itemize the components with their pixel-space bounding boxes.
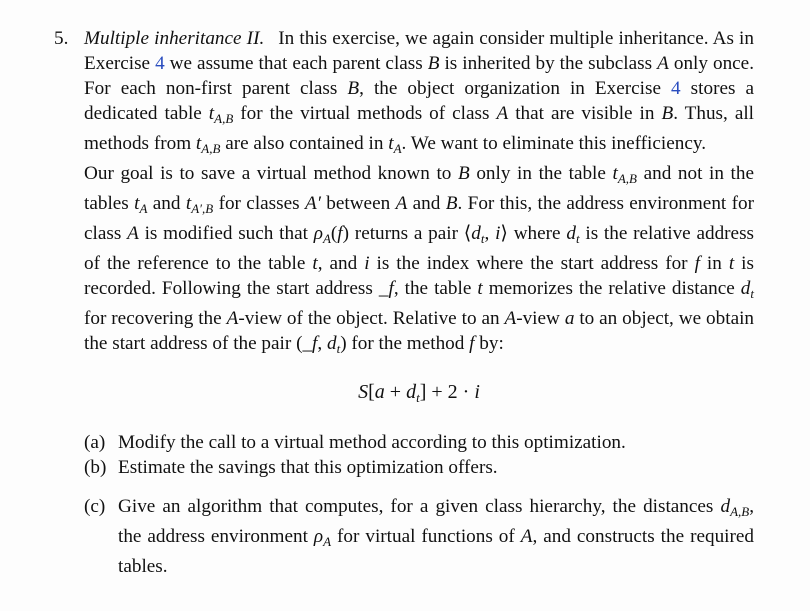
text: Give an algorithm that computes, for a given class hierarchy, the distances: [118, 496, 721, 517]
text: for recovering the: [84, 308, 227, 329]
text: for the method: [346, 333, 470, 354]
exercise-title: Multiple inheritance II.: [84, 28, 265, 49]
exercise-5: [54, 26, 754, 579]
text: by:: [474, 333, 504, 354]
list-item: [84, 494, 754, 579]
exercise-ref-link[interactable]: 4: [671, 78, 681, 99]
text: , and: [317, 253, 365, 274]
text: is recorded. Following the start address: [84, 253, 754, 299]
sub-questions: [84, 430, 754, 579]
exercise-body: [84, 26, 754, 410]
formula: $S[a + d_t] + 2 \cdot i$: [358, 381, 480, 405]
exercise-ref-link[interactable]: 4: [155, 53, 165, 74]
text: -view: [516, 308, 565, 329]
exercise-number: 5.: [54, 28, 69, 49]
text: between: [320, 193, 396, 214]
paragraph-goal: Our goal is to save a virtual method known to B only in the table $t_{A,B}$ and not in the tables $t_A$ and $t_{A',B}$ for classes A′ between A and B. For this, the address environment for class A is modified such that $\rho_A(f)$ returns a pair $⟨d_t$, i⟩ where $d_t$ is the relative address of the reference to the table t, and i is the index where the start address for f in t is recorded. Following the start address _f, the table t memorizes the relative distance $d_t$ for recovering the A-view of the object. Relative to an A-view a to an object, we obtain the start address of the pair (_f, $d_t$) for the method f by:: [84, 163, 755, 356]
text: . We want to eliminate this inefficiency.: [401, 133, 707, 154]
text: in: [699, 253, 729, 274]
text: we assume that each parent class: [164, 53, 428, 74]
text: , the table: [393, 278, 478, 299]
text: to an object, we obtain the start address of the pair: [84, 308, 755, 354]
text: are also contained in: [220, 133, 389, 154]
text: that are visible in: [508, 103, 662, 124]
text: . Thus, all methods from: [84, 103, 754, 154]
text: stores a dedicated table: [84, 78, 754, 124]
item-text: Give an algorithm that computes, for a given class hierarchy, the distances $d_{A,B}$, the address environment $\rho_A$ for virtual functions of A, and constructs the required tables.: [118, 496, 754, 577]
item-label: (a): [84, 432, 106, 453]
text: , and constructs the required tables.: [118, 526, 754, 577]
item-text: Estimate the savings that this optimization offers.: [118, 457, 498, 478]
text: , the address environment: [118, 496, 754, 547]
text: is inherited by the subclass: [439, 53, 658, 74]
text: In this exercise, we again consider multiple inheritance. As in Exercise: [84, 28, 754, 74]
text: is modified such that: [138, 223, 314, 244]
text: -view of the object. Relative to an: [238, 308, 505, 329]
text: only in the table: [469, 163, 613, 184]
list-item: [84, 430, 754, 455]
text: only once. For each non-first parent class: [84, 53, 754, 99]
item-label: (b): [84, 457, 107, 478]
text: returns a pair: [349, 223, 464, 244]
text: for the virtual methods of class: [233, 103, 497, 124]
text: memorizes the relative distance: [482, 278, 741, 299]
item-text: Modify the call to a virtual method according to this optimization.: [118, 432, 626, 453]
text: where: [507, 223, 567, 244]
text: for virtual functions of: [331, 526, 521, 547]
list-item: [84, 455, 754, 480]
text: and not in the tables: [84, 163, 754, 214]
paragraph-intro: Multiple inheritance II. In this exercise, we again consider multiple inheritance. As in Exercise 4 we assume that each parent class B is inherited by the subclass A only once. For each non-first parent class B, the object organization in Exercise 4 stores a dedicated table $t_{A,B}$ for the virtual methods of class A that are visible in B. Thus, all methods from $t_{A,B}$ are also contained in $t_A$. We want to eliminate this inefficiency.: [84, 28, 754, 156]
text: is the index where the start address for: [369, 253, 695, 274]
text: for classes: [213, 193, 305, 214]
text: and: [407, 193, 446, 214]
text: , the object organization in Exercise: [359, 78, 672, 99]
item-label: (c): [84, 496, 106, 517]
text: and: [147, 193, 186, 214]
text: Our goal is to save a virtual method known to: [84, 163, 458, 184]
text: is the relative address of the reference to the table: [84, 223, 754, 274]
text: . For this, the address environment for class: [84, 193, 754, 244]
